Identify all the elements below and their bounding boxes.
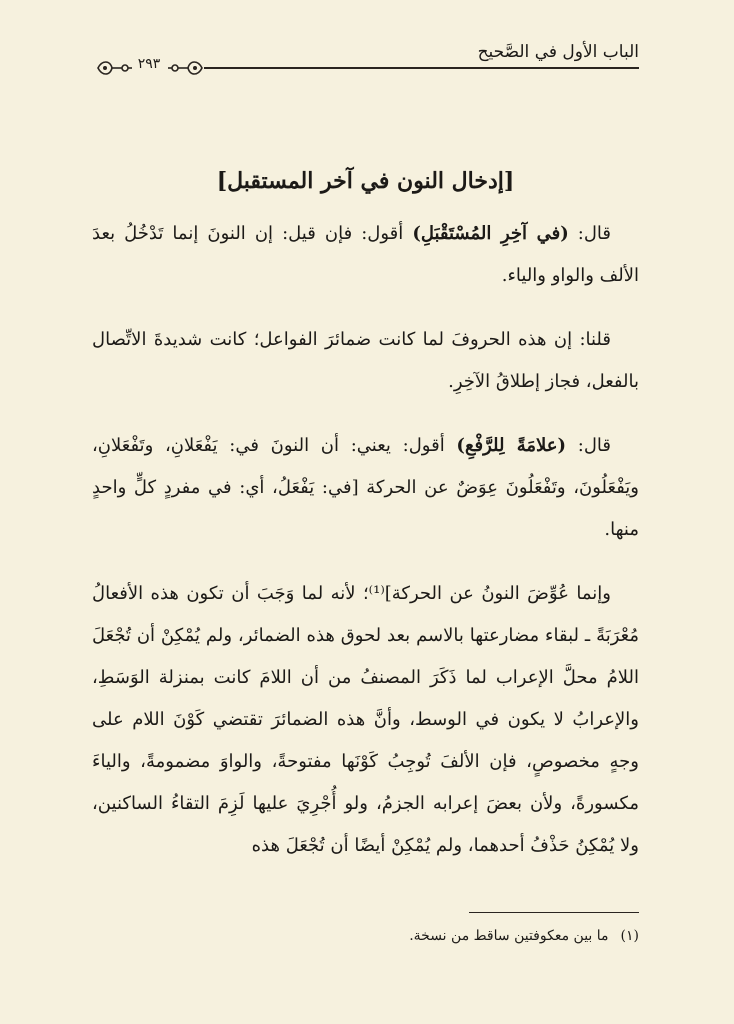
- paragraph-text: أقول: فإن قيل: إن النونَ إنما تَدْخُلُ بعدَ الألف والواو والياء.: [92, 223, 639, 286]
- quoted-phrase: (علامَةً لِلرَّفْعِ): [456, 435, 567, 456]
- footnote-text: ما بين معكوفتين ساقط من نسخة.: [409, 928, 609, 944]
- footnote: [92, 928, 639, 944]
- chapter-title: الباب الأول في الصَّحيح: [477, 42, 639, 62]
- paragraph-lead: قال:: [566, 435, 612, 456]
- header-rule: [204, 67, 639, 69]
- footnote-number: (١): [620, 928, 639, 944]
- paragraph-2: [92, 319, 639, 403]
- section-title: [إدخال النون في آخر المستقبل]: [216, 168, 515, 194]
- quoted-phrase: (في آخِرِ المُسْتَقْبَلِ): [412, 223, 569, 244]
- paragraph-3: [92, 425, 639, 551]
- page-number: ٢٩٣: [137, 56, 161, 72]
- paragraph-4: [92, 573, 639, 867]
- paragraph-1: [92, 213, 639, 297]
- body-text: [92, 213, 639, 885]
- paragraph-text: أقول: يعني: أن النونَ في: يَفْعَلانِ، وتَفْعَلانِ، ويَفْعَلُونَ، وتَفْعَلُونَ عِوَضٌ عن الحركة [في: يَفْعَلُ، أي: في مفردٍ كلٍّ واحدٍ منها.: [92, 435, 639, 540]
- paragraph-text: قلنا: إن هذه الحروفَ لما كانت ضمائرَ الفواعل؛ كانت شديدةَ الاتِّصال بالفعل، فجاز إطلاقُ الآخِرِ.: [92, 329, 639, 392]
- running-header: [92, 42, 639, 82]
- footnote-rule: [469, 912, 639, 913]
- paragraph-lead: قال:: [568, 223, 612, 244]
- paragraph-text: وإنما عُوِّضَ النونُ عن الحركة]⁽¹⁾؛ لأنه لما وَجَبَ أن تكون هذه الأفعالُ مُعْرَبَةً ـ لبقاء مضارعتها بالاسم بعد لحوق هذه الضمائر، ولم يُمْكِنْ أن تُجْعَلَ اللامُ محلَّ الإعراب لما ذَكَرَ المصنفُ من أن اللامَ كانت بمنزلة الوَسَطِ، والإعرابُ لا يكون في الوسط، وأنَّ هذه الضمائرَ تقتضي كَوْنَ اللام على وجهٍ مخصوصٍ، فإن الألفَ تُوجِبُ كَوْنَها مفتوحةً، والواوَ مضمومةً، والياءَ مكسورةً، ولأن بعضَ إعرابه الجزمُ، ولو أُجْرِيَ عليها لَزِمَ التقاءُ الساكنين، ولا يُمْكِنُ حَذْفُ أحدهما، ولم يُمْكِنْ أيضًا أن تُجْعَلَ هذه: [92, 583, 639, 856]
